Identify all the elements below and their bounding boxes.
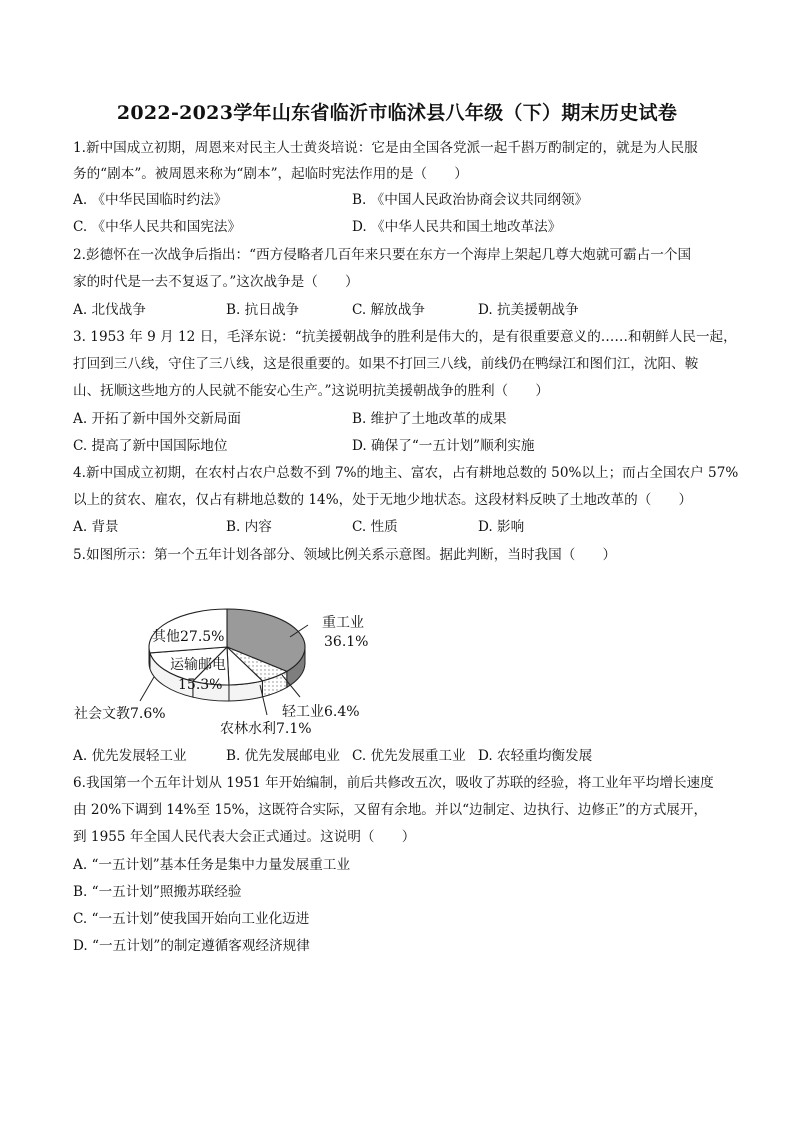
question-4-line-1: 4.新中国成立初期，在农村占农户总数不到 7%的地主、富农，占有耕地总数的 50%以上；而占全国农户 57% — [73, 465, 739, 481]
q3-option-b: B. 维护了土地改革的成果 — [352, 411, 507, 427]
q3-option-d: D. 确保了“一五计划”顺利实施 — [352, 438, 535, 454]
label-transport-name: 运输邮电 — [170, 657, 226, 673]
exam-title: 2022-2023学年山东省临沂市临沭县八年级（下）期末历史试卷 — [116, 102, 678, 124]
q2-option-b: B. 抗日战争 — [226, 302, 300, 318]
q6-option-c: C. “一五计划”使我国开始向工业化迈进 — [73, 911, 310, 927]
label-agri: 农林水利7.1% — [220, 721, 312, 737]
question-2-line-2: 家的时代是一去不复返了。”这次战争是（ ） — [73, 274, 359, 290]
q1-option-b: B. 《中国人民政治协商会议共同纲领》 — [352, 192, 589, 208]
q2-option-d: D. 抗美援朝战争 — [478, 302, 579, 318]
q3-option-a: A. 开拓了新中国外交新局面 — [73, 411, 241, 427]
label-heavy-name: 重工业 — [322, 615, 364, 631]
question-3-line-3: 山、抚顺这些地方的人民就不能安心生产。”这说明抗美援朝战争的胜利（ ） — [73, 383, 549, 399]
q1-option-c: C. 《中华人民共和国宪法》 — [73, 219, 242, 235]
question-6-line-2: 由 20%下调到 14%至 15%，这既符合实际，又留有余地。并以“边制定、边执行、边修正”的方式展开， — [73, 802, 708, 818]
q3-option-c: C. 提高了新中国国际地位 — [73, 438, 228, 454]
q6-option-a: A. “一五计划”基本任务是集中力量发展重工业 — [73, 857, 351, 873]
q1-option-a: A. 《中华民国临时约法》 — [73, 192, 228, 208]
q5-option-c: C. 优先发展重工业 — [352, 748, 466, 764]
q5-option-d: D. 农轻重均衡发展 — [478, 748, 593, 764]
question-6-line-3: 到 1955 年全国人民代表大会正式通过。这说明（ ） — [73, 829, 416, 845]
q1-option-d: D. 《中华人民共和国土地改革法》 — [352, 219, 562, 235]
label-other: 其他27.5% — [152, 629, 225, 645]
question-1-line-2: 务的“剧本”。被周恩来称为“剧本”，起临时宪法作用的是（ ） — [73, 166, 468, 182]
question-4-line-2: 以上的贫农、雇农，仅占有耕地总数的 14%，处于无地少地状态。这段材料反映了土地改革的（ ） — [73, 492, 693, 508]
pie-body — [149, 609, 305, 701]
five-year-plan-pie-chart — [72, 585, 382, 745]
q4-option-c: C. 性质 — [352, 519, 398, 535]
leader-line-social — [140, 677, 154, 701]
question-2-line-1: 2.彭德怀在一次战争后指出：“西方侵略者几百年来只要在东方一个海岸上架起几尊大炮就可霸占一个国 — [73, 247, 692, 263]
question-5-line-1: 5.如图所示：第一个五年计划各部分、领域比例关系示意图。据此判断，当时我国（ ） — [73, 547, 617, 563]
question-1-line-1: 1.新中国成立初期，周恩来对民主人士黄炎培说：它是由全国各党派一起千斟万酌制定的，就是为人民服 — [73, 140, 698, 156]
label-heavy-value: 36.1% — [324, 634, 369, 650]
q2-option-c: C. 解放战争 — [352, 302, 425, 318]
label-social: 社会文教7.6% — [74, 706, 166, 722]
q2-option-a: A. 北伐战争 — [73, 302, 146, 318]
q4-option-d: D. 影响 — [478, 519, 525, 535]
q5-option-b: B. 优先发展邮电业 — [226, 748, 340, 764]
q6-option-d: D. “一五计划”的制定遵循客观经济规律 — [73, 938, 310, 954]
q5-option-a: A. 优先发展轻工业 — [73, 748, 187, 764]
label-transport-value: 15.3% — [178, 677, 223, 693]
question-3-line-1: 3. 1953 年 9 月 12 日，毛泽东说：“抗美援朝战争的胜利是伟大的，是有很重要意义的……和朝鲜人民一起， — [73, 329, 737, 345]
q4-option-b: B. 内容 — [226, 519, 272, 535]
q4-option-a: A. 背景 — [73, 519, 119, 535]
label-light: 轻工业6.4% — [282, 704, 360, 720]
question-6-line-1: 6.我国第一个五年计划从 1951 年开始编制，前后共修改五次，吸收了苏联的经验，将工业年平均增长速度 — [73, 775, 714, 791]
question-3-line-2: 打回到三八线，守住了三八线，这是很重要的。如果不打回三八线，前线仍在鸭绿江和图们江，沈阳、鞍 — [73, 356, 699, 372]
q6-option-b: B. “一五计划”照搬苏联经验 — [73, 884, 242, 900]
pie-chart-svg — [72, 585, 382, 745]
